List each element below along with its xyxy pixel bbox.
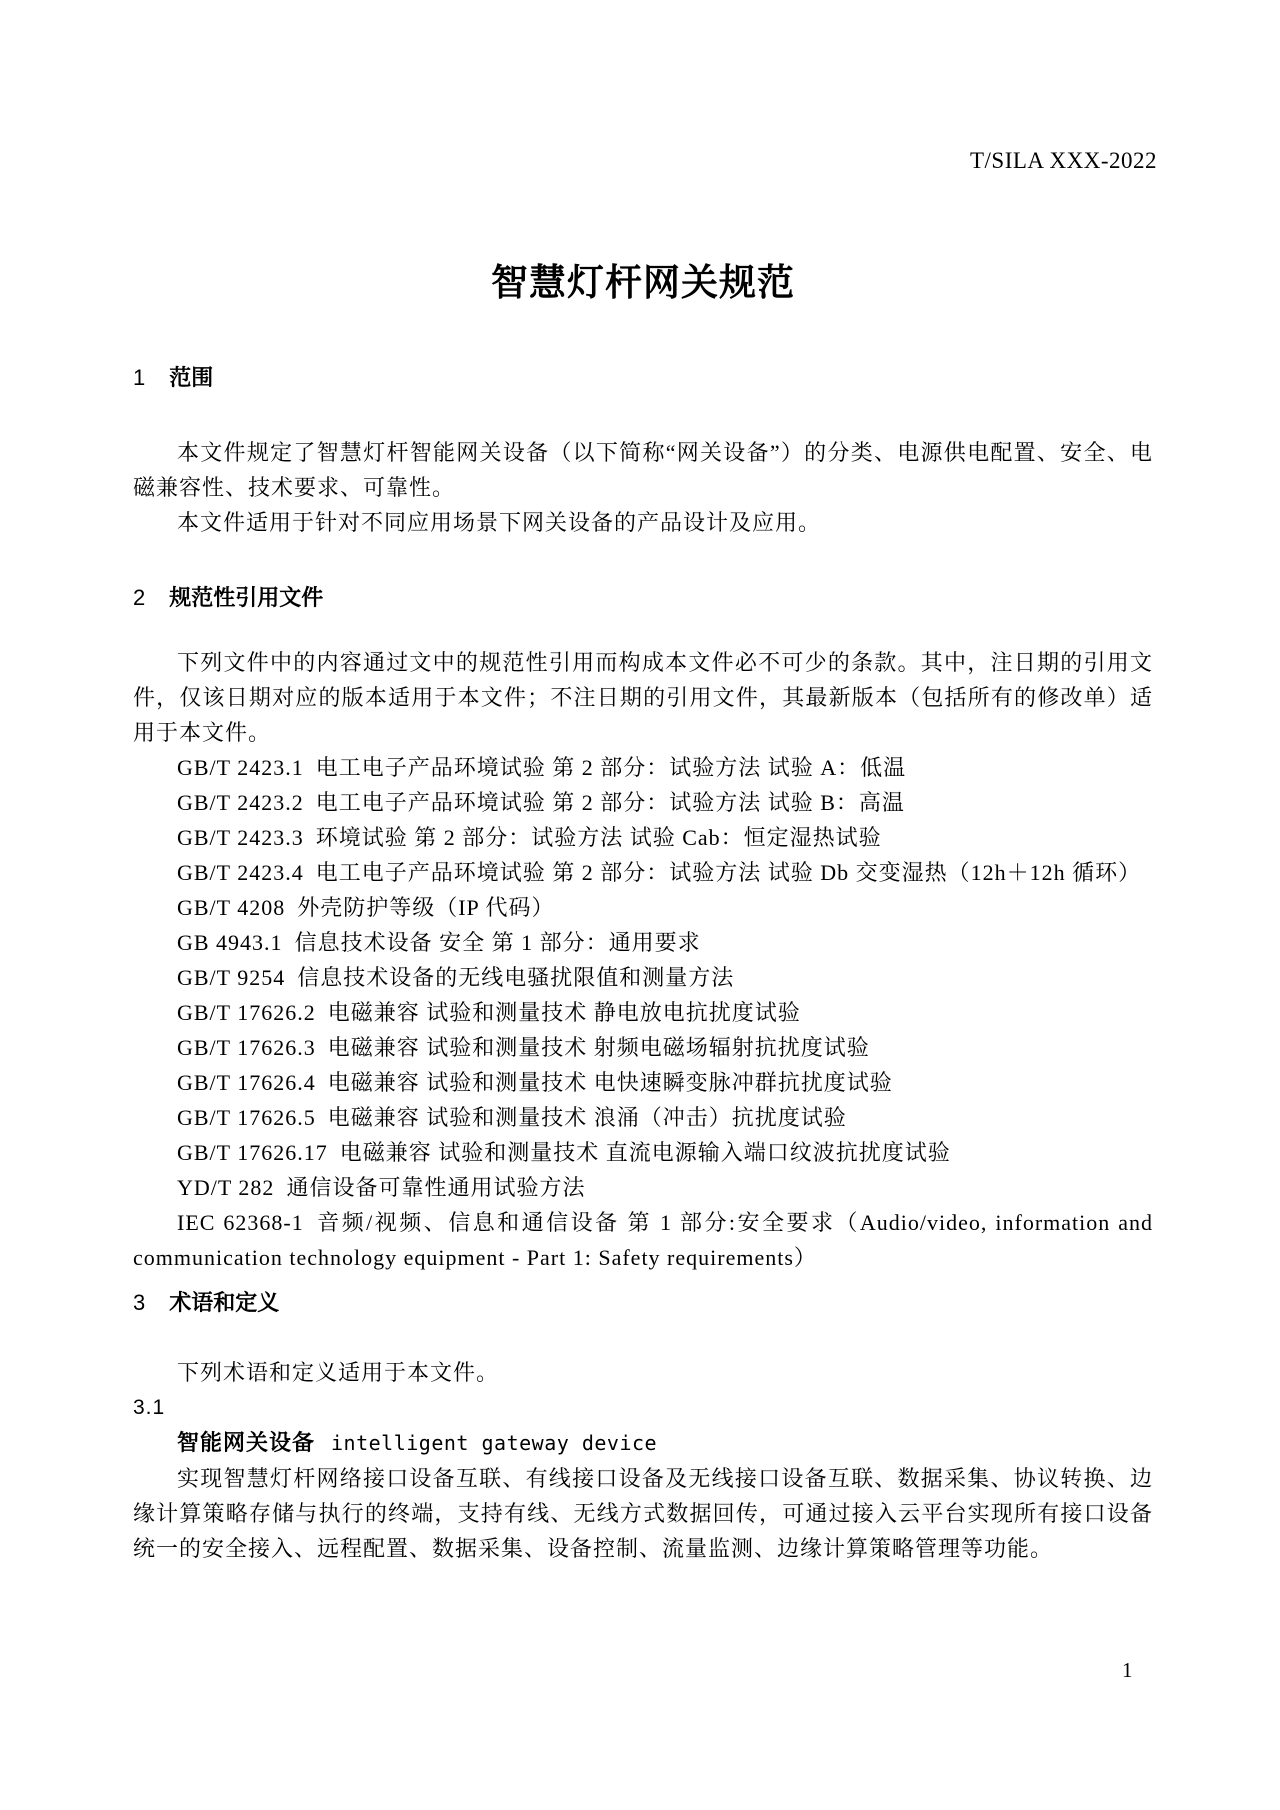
section-1-paragraph-2: 本文件适用于针对不同应用场景下网关设备的产品设计及应用。 [177, 510, 822, 535]
section-3-number: 3 [133, 1290, 146, 1315]
reference-title: 电工电子产品环境试验 第 2 部分：试验方法 试验 B：高温 [315, 790, 905, 815]
term-definition: 实现智慧灯杆网络接口设备互联、有线接口设备及无线接口设备互联、数据采集、协议转换、边缘计算策略存储与执行的终端，支持有线、无线方式数据回传，可通过接入云平台实现所有接口设备统一的安全接入、远程配置、数据采集、设备控制、流量监测、边缘计算策略管理等功能。 [133, 1466, 1153, 1561]
section-1-title: 范围 [169, 365, 214, 390]
references-list [133, 750, 1153, 1275]
reference-item [133, 750, 1153, 785]
reference-title: 环境试验 第 2 部分：试验方法 试验 Cab：恒定湿热试验 [315, 825, 882, 850]
reference-item [133, 855, 1153, 890]
reference-item [133, 925, 1153, 960]
reference-title: 信息技术设备的无线电骚扰限值和测量方法 [297, 965, 735, 990]
reference-item [133, 1205, 1153, 1275]
section-3-title: 术语和定义 [169, 1290, 280, 1315]
reference-item [133, 960, 1153, 995]
reference-code: GB/T 17626.5 [177, 1105, 316, 1130]
section-1-paragraph-1: 本文件规定了智慧灯杆智能网关设备（以下简称“网关设备”）的分类、电源供电配置、安全、电磁兼容性、技术要求、可靠性。 [133, 440, 1153, 500]
reference-code: GB 4943.1 [177, 930, 283, 955]
reference-item [133, 820, 1153, 855]
document-body [133, 360, 1153, 1566]
reference-title: 外壳防护等级（IP 代码） [297, 895, 555, 920]
page-title: 智慧灯杆网关规范 [491, 262, 795, 303]
reference-code: IEC 62368-1 [177, 1210, 304, 1235]
reference-item [133, 785, 1153, 820]
reference-title: 电工电子产品环境试验 第 2 部分：试验方法 试验 A：低温 [315, 755, 907, 780]
reference-item [133, 1065, 1153, 1100]
section-3-intro: 下列术语和定义适用于本文件。 [177, 1360, 500, 1385]
section-1-heading [133, 360, 1153, 395]
reference-code: GB/T 2423.4 [177, 860, 304, 885]
reference-code: GB/T 17626.17 [177, 1140, 328, 1165]
reference-title: 电磁兼容 试验和测量技术 浪涌（冲击）抗扰度试验 [327, 1105, 847, 1130]
reference-item [133, 890, 1153, 925]
section-2-number: 2 [133, 585, 146, 610]
reference-code: GB/T 17626.3 [177, 1035, 316, 1060]
term-id: 3.1 [133, 1396, 166, 1419]
reference-title: 电磁兼容 试验和测量技术 射频电磁场辐射抗扰度试验 [327, 1035, 870, 1060]
section-2-title: 规范性引用文件 [169, 585, 324, 610]
reference-code: GB/T 2423.1 [177, 755, 304, 780]
reference-item [133, 1170, 1153, 1205]
reference-item [133, 1100, 1153, 1135]
reference-item [133, 1030, 1153, 1065]
reference-code: GB/T 4208 [177, 895, 286, 920]
section-2-heading [133, 580, 1153, 615]
reference-code: GB/T 17626.2 [177, 1000, 316, 1025]
term-name-en: intelligent gateway device [331, 1431, 658, 1455]
reference-code: YD/T 282 [177, 1175, 275, 1200]
reference-title: 通信设备可靠性通用试验方法 [286, 1175, 586, 1200]
reference-title: 音频/视频、信息和通信设备 第 1 部分:安全要求（Audio/video, information and communication technology equipment - Part 1: Safety requirements） [133, 1210, 1153, 1270]
reference-title: 电磁兼容 试验和测量技术 电快速瞬变脉冲群抗扰度试验 [327, 1070, 893, 1095]
reference-code: GB/T 2423.2 [177, 790, 304, 815]
section-3-heading [133, 1285, 1153, 1320]
reference-title: 电磁兼容 试验和测量技术 静电放电抗扰度试验 [327, 1000, 801, 1025]
reference-code: GB/T 2423.3 [177, 825, 304, 850]
term-name-zh: 智能网关设备 [177, 1430, 316, 1455]
section-1-number: 1 [133, 365, 146, 390]
page-number: 1 [1122, 1658, 1133, 1682]
doc-code: T/SILA XXX-2022 [969, 148, 1157, 173]
reference-item [133, 1135, 1153, 1170]
reference-code: GB/T 9254 [177, 965, 286, 990]
term-heading [133, 1425, 1153, 1461]
reference-title: 电工电子产品环境试验 第 2 部分：试验方法 试验 Db 交变湿热（12h＋12h 循环） [315, 860, 1142, 885]
section-2-intro: 下列文件中的内容通过文中的规范性引用而构成本文件必不可少的条款。其中，注日期的引用文件，仅该日期对应的版本适用于本文件；不注日期的引用文件，其最新版本（包括所有的修改单）适用于本文件。 [133, 650, 1153, 745]
reference-title: 信息技术设备 安全 第 1 部分：通用要求 [294, 930, 701, 955]
reference-item [133, 995, 1153, 1030]
reference-title: 电磁兼容 试验和测量技术 直流电源输入端口纹波抗扰度试验 [339, 1140, 951, 1165]
reference-code: GB/T 17626.4 [177, 1070, 316, 1095]
